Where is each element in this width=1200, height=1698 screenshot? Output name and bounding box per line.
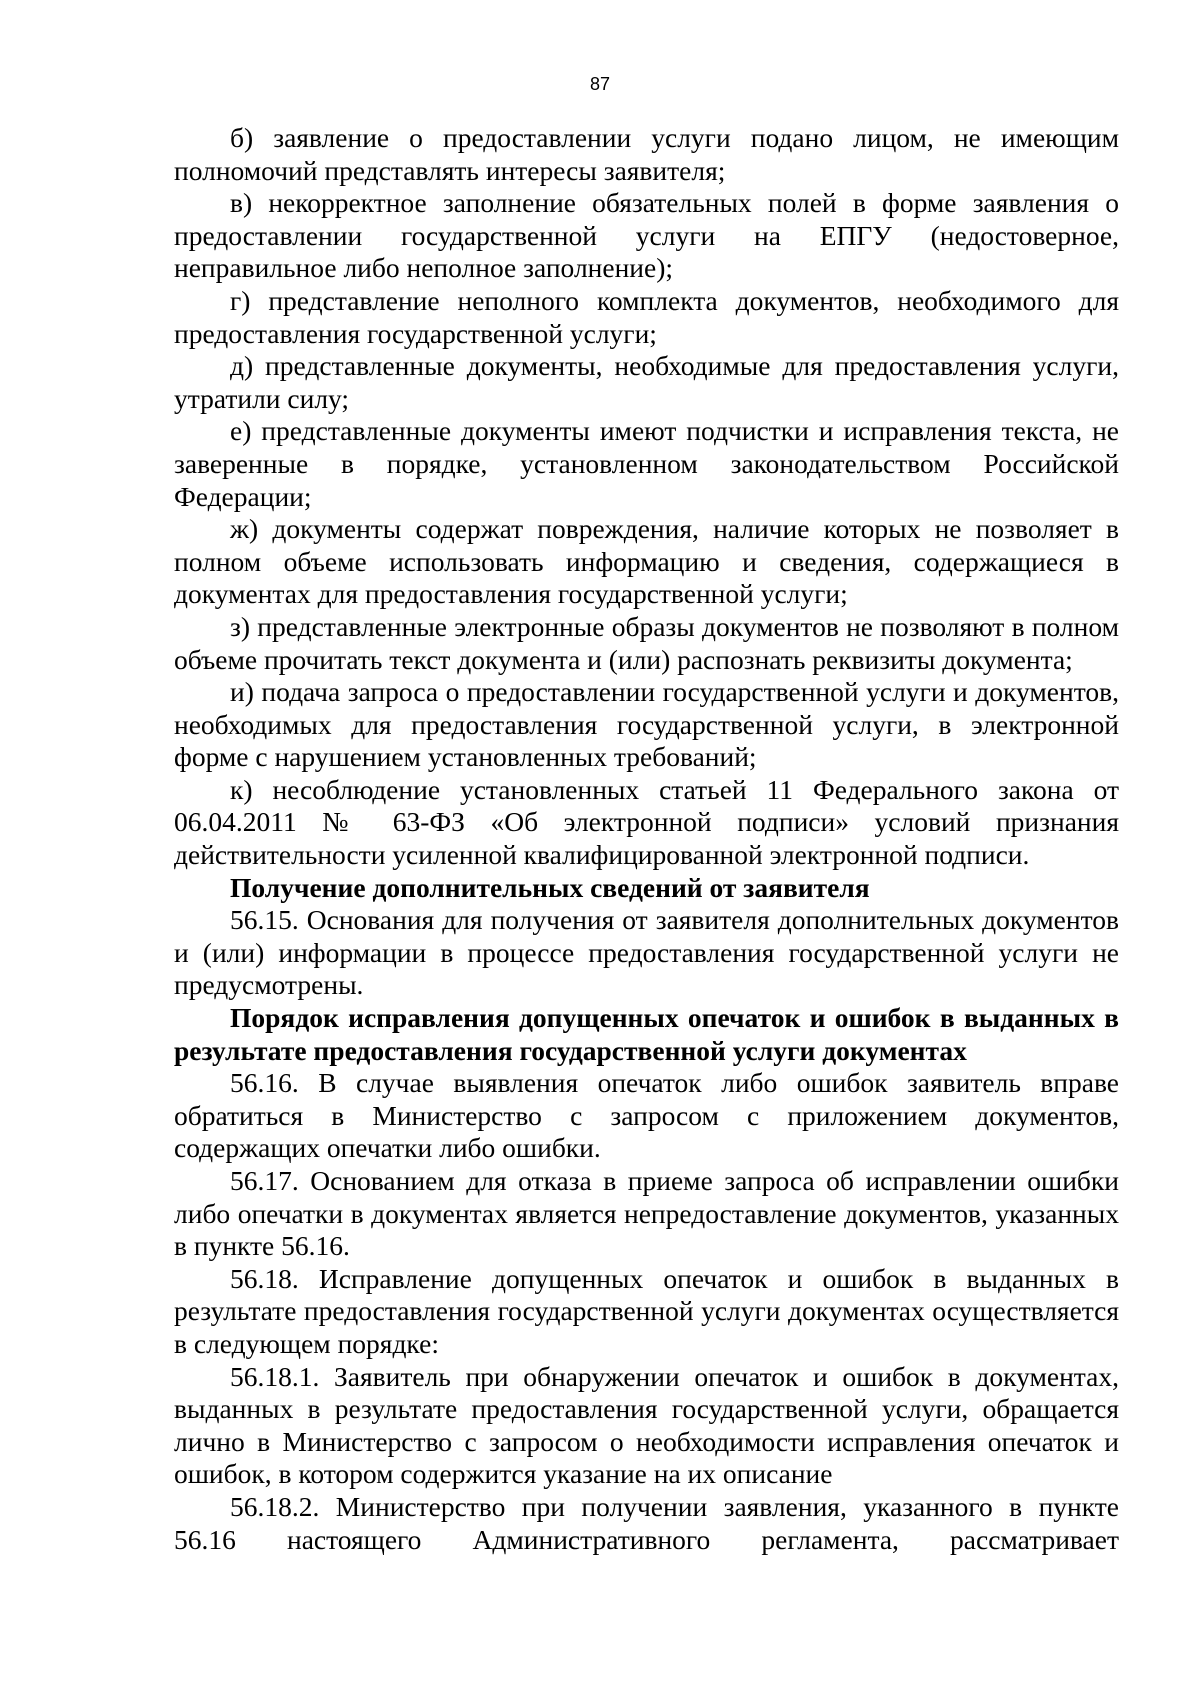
body-paragraph: г) представление неполного комплекта документов, необходимого для предоставления государственной услуги; bbox=[174, 284, 1119, 349]
body-paragraph: 56.18.2. Министерство при получении заявления, указанного в пункте 56.16 настоящего Административного регламента, рассматривает bbox=[174, 1490, 1119, 1555]
body-paragraph: и) подача запроса о предоставлении государственной услуги и документов, необходимых для предоставления государственной услуги, в электронной форме с нарушением установленных требований; bbox=[174, 676, 1119, 773]
body-paragraph: 56.18.1. Заявитель при обнаружении опечаток и ошибок в документах, выданных в результате предоставления государственной услуги, обращается лично в Министерство с запросом о необходимости исправления опечаток и ошибок, в котором содержится указание на их описание bbox=[174, 1360, 1119, 1490]
body-paragraph: б) заявление о предоставлении услуги подано лицом, не имеющим полномочий представлять интересы заявителя; bbox=[174, 122, 1119, 186]
body-paragraph: ж) документы содержат повреждения, наличие которых не позволяет в полном объеме использовать информацию и сведения, содержащиеся в документах для предоставления государственной услуги; bbox=[174, 513, 1119, 610]
body-paragraph: з) представленные электронные образы документов не позволяют в полном объеме прочитать текст документа и (или) распознать реквизиты документа; bbox=[174, 610, 1119, 675]
body-paragraph: 56.18. Исправление допущенных опечаток и ошибок в выданных в результате предоставления государственной услуги документах осуществляется в следующем порядке: bbox=[174, 1262, 1119, 1359]
section-heading: Порядок исправления допущенных опечаток и ошибок в выданных в результате предоставления государственной услуги документах bbox=[174, 1002, 1119, 1066]
body-paragraph: д) представленные документы, необходимые для предоставления услуги, утратили силу; bbox=[174, 350, 1119, 414]
body-paragraph: 56.16. В случае выявления опечаток либо ошибок заявитель вправе обратиться в Министерство с запросом с приложением документов, содержащих опечатки либо ошибки. bbox=[174, 1067, 1119, 1164]
page-number: 87 bbox=[589, 74, 611, 94]
body-paragraph: в) некорректное заполнение обязательных полей в форме заявления о предоставлении государственной услуги на ЕПГУ (недостоверное, неправильное либо неполное заполнение); bbox=[174, 187, 1119, 284]
body-paragraph: к) несоблюдение установленных статьей 11 Федерального закона от 06.04.2011 № 63-ФЗ «Об электронной подписи» условий признания действительности усиленной квалифицированной электронной подписи. bbox=[174, 773, 1119, 871]
section-heading: Получение дополнительных сведений от заявителя bbox=[230, 871, 870, 903]
body-paragraph: е) представленные документы имеют подчистки и исправления текста, не заверенные в порядке, установленном законодательством Российской Федерации; bbox=[174, 415, 1119, 512]
body-paragraph: 56.17. Основанием для отказа в приеме запроса об исправлении ошибки либо опечатки в документах является непредоставление документов, указанных в пункте 56.16. bbox=[174, 1165, 1119, 1262]
document-body bbox=[174, 122, 1119, 1556]
body-paragraph: 56.15. Основания для получения от заявителя дополнительных документов и (или) информации в процессе предоставления государственной услуги не предусмотрены. bbox=[174, 904, 1119, 1001]
